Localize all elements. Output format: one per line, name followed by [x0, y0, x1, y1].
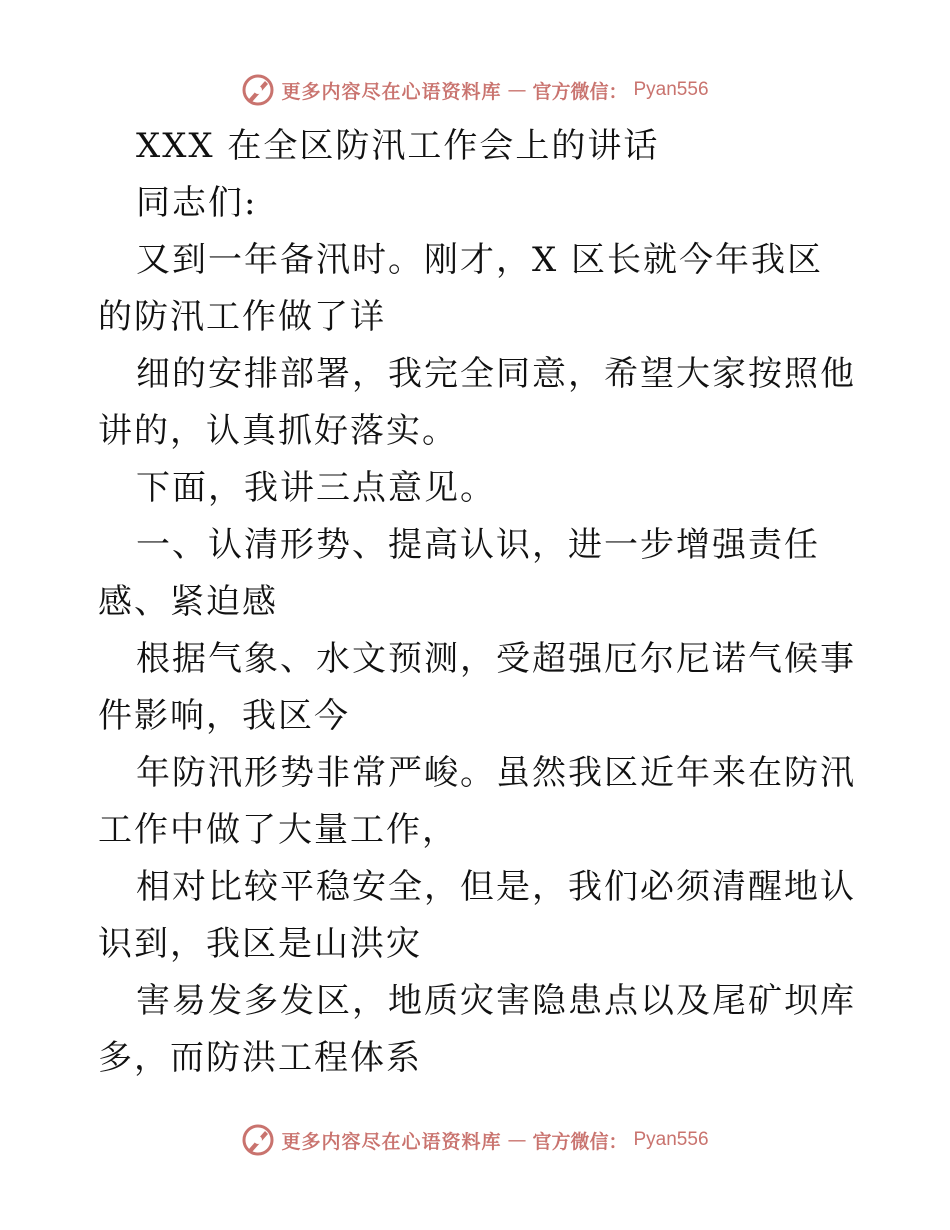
banner-separator: —: [507, 79, 527, 101]
paragraph: 年防汛形势非常严峻。虽然我区近年来在防汛工作中做了大量工作，: [98, 753, 856, 850]
section-heading: 一、认清形势、提高认识，进一步增强责任感、紧迫感: [98, 525, 820, 622]
banner-wechat-label: 官方微信：: [532, 80, 628, 103]
banner-separator: —: [507, 1129, 527, 1151]
header-watermark-banner: [0, 70, 950, 110]
banner-brand-text: 更多内容尽在心语资料库: [281, 80, 502, 103]
paragraph: 又到一年备汛时。刚才，X 区长就今年我区的防汛工作做了详: [98, 240, 824, 337]
banner-wechat-label: 官方微信：: [532, 1130, 628, 1153]
paragraph: 相对比较平稳安全，但是，我们必须清醒地认识到，我区是山洪灾: [98, 867, 856, 964]
paragraph: 根据气象、水文预测，受超强厄尔尼诺气候事件影响，我区今: [98, 639, 856, 736]
document-body: [98, 118, 858, 1087]
paragraph: 细的安排部署，我完全同意，希望大家按照他讲的，认真抓好落实。: [98, 354, 856, 451]
paragraph: 同志们:: [136, 183, 258, 223]
pen-logo-icon: [241, 1123, 275, 1157]
banner-wechat-id: Pyan556: [633, 1129, 709, 1150]
document-title: XXX 在全区防汛工作会上的讲话: [136, 126, 660, 166]
banner-wechat-id: Pyan556: [633, 79, 709, 100]
footer-watermark-banner: [0, 1120, 950, 1160]
pen-logo-icon: [241, 73, 275, 107]
paragraph: 下面，我讲三点意见。: [136, 468, 496, 508]
paragraph: 害易发多发区，地质灾害隐患点以及尾矿坝库多，而防洪工程体系: [98, 981, 856, 1078]
banner-brand-text: 更多内容尽在心语资料库: [281, 1130, 502, 1153]
